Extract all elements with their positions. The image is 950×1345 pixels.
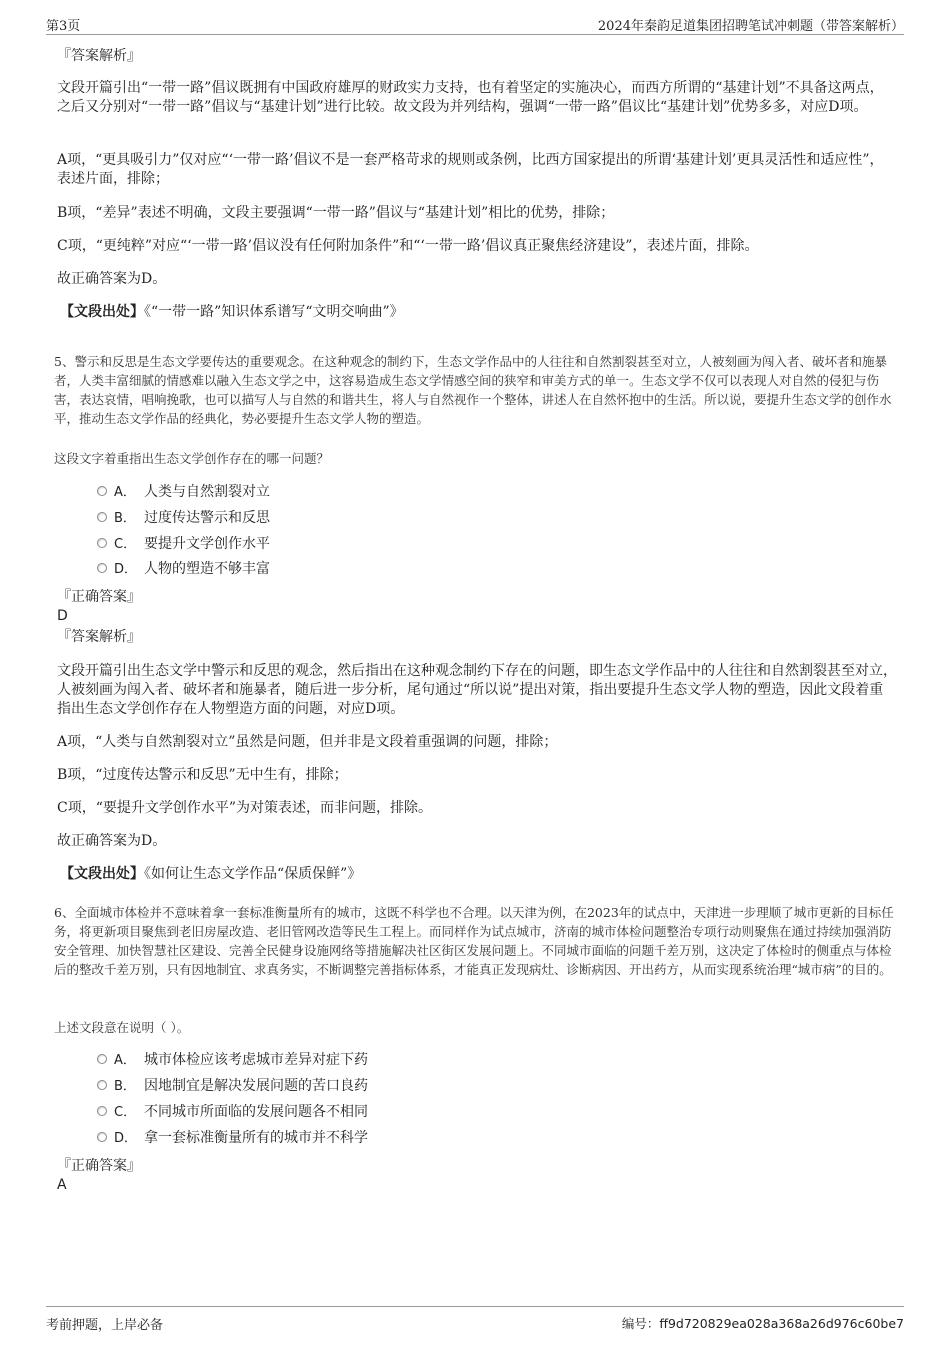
document-title: 2024年秦韵足道集团招聘笔试冲刺题（带答案解析）	[597, 19, 904, 34]
q5-source-label: 【文段出处】	[60, 866, 144, 882]
q4-source-label: 【文段出处】	[60, 304, 144, 320]
q5-option-b-text: 过度传达警示和反思	[144, 510, 270, 526]
q5-option-b-note: B项，“过度传达警示和反思”无中生有，排除；	[57, 767, 348, 783]
q4-conclusion: 故正确答案为D。	[57, 271, 167, 287]
q5-answer: D	[57, 608, 68, 624]
q6-option-c-text: 不同城市所面临的发展问题各不相同	[144, 1104, 368, 1120]
page-footer	[46, 1306, 904, 1331]
q6-option-b-text: 因地制宜是解决发展问题的苦口良药	[144, 1078, 368, 1094]
q6-text: 6、全面城市体检并不意味着拿一套标准衡量所有的城市，这既不科学也不合理。以天津为例，在2023年的试点中，天津进一步理顺了城市更新的目标任务，将更新项目聚焦到老旧房屋改造、老旧管网改造等民生工程上。而同样作为试点城市，济南的城市体检问题整治专项行动则聚焦在通过持续加强消防安全管理、加快智慧社区建设、完善全民健身设施网络等措施解决社区街区发展问题上。不同城市面临的问题千差万别，这决定了体检时的侧重点与体检后的整改千差万别，只有因地制宜、求真务实，不断调整完善指标体系，才能真正发现病灶、诊断病因、开出药方，从而实现系统治理“城市病”的目的。	[54, 905, 894, 977]
document-code: 编号：ff9d720829ea028a368a26d976c60be7	[621, 1316, 904, 1331]
q5-option-d-text: 人物的塑造不够丰富	[144, 561, 270, 577]
q4-analysis-text: 文段开篇引出“一带一路”倡议既拥有中国政府雄厚的财政实力支持，也有着坚定的实施决心，而西方所谓的“基建计划”不具备这两点，之后又分别对“一带一路”倡议与“基建计划”进行比较。故文段为并列结构，强调“一带一路”倡议比“基建计划”优势多多，对应D项。	[57, 80, 884, 115]
q5-analysis-text: 文段开篇引出生态文学中警示和反思的观念，然后指出在这种观念制约下存在的问题，即生态文学作品中的人往往和自然割裂甚至对立，人被刻画为闯入者、破坏者和施暴者，随后进一步分析，尾句通过“所以说”提出对策，指出要提升生态文学人物的塑造，因此文段着重指出生态文学创作存在人物塑造方面的问题，对应D项。	[57, 663, 897, 717]
q5-text: 5、警示和反思是生态文学要传达的重要观念。在这种观念的制约下，生态文学作品中的人往往和自然割裂甚至对立，人被刻画为闯入者、破坏者和施暴者，人类丰富细腻的情感难以融入生态文学之中，这容易造成生态文学情感空间的狭窄和审美方式的单一。生态文学不仅可以表现人对自然的侵犯与伤害，表达哀情，唱响挽歌，也可以描写人与自然的和谐共生，将人与自然视作一个整体，讲述人在自然怀抱中的生活。所以说，要提升生态文学的创作水平，推动生态文学作品的经典化，势必要提升生态文学人物的塑造。	[54, 354, 892, 426]
q5-conclusion: 故正确答案为D。	[57, 833, 167, 849]
radio-icon[interactable]	[97, 512, 107, 522]
page-number: 第3页	[46, 19, 81, 34]
q5-option-c-letter: C．	[114, 537, 137, 552]
q6-option-b[interactable]	[97, 1076, 368, 1096]
q5-option-b-letter: B．	[114, 511, 136, 526]
q5-option-c[interactable]	[97, 534, 270, 554]
q6-answer-label: 『正确答案』	[57, 1158, 141, 1174]
q5-option-a-letter: A．	[114, 485, 136, 500]
q5-option-a-note: A项，“人类与自然割裂对立”虽然是问题，但并非是文段着重强调的问题，排除；	[57, 734, 558, 750]
q5-source-title: 《如何让生态文学作品“保质保鲜”》	[144, 866, 362, 882]
q5-stem: 这段文字着重指出生态文学创作存在的哪一问题？	[54, 451, 330, 466]
radio-icon[interactable]	[97, 486, 107, 496]
q4-option-c-note: C项，“更纯粹”对应“‘一带一路’倡议没有任何附加条件”和“‘一带一路’倡议真正聚焦经济建设”，表述片面，排除。	[57, 238, 759, 254]
q5-option-d-letter: D．	[114, 562, 138, 577]
radio-icon[interactable]	[97, 1106, 107, 1116]
q5-source	[60, 865, 900, 884]
radio-icon[interactable]	[97, 1054, 107, 1064]
q5-option-b[interactable]	[97, 508, 270, 528]
q6-option-a[interactable]	[97, 1050, 368, 1070]
q6-option-c[interactable]	[97, 1102, 368, 1122]
q4-analysis-label: 『答案解析』	[57, 48, 141, 64]
radio-icon[interactable]	[97, 538, 107, 548]
q5-option-c-text: 要提升文学创作水平	[144, 536, 270, 552]
q4-source	[60, 303, 900, 322]
q5-analysis-label: 『答案解析』	[57, 629, 141, 645]
q5-option-d[interactable]	[97, 559, 270, 579]
q4-option-b-note: B项，“差异”表述不明确，文段主要强调“一带一路”倡议与“基建计划”相比的优势，排除；	[57, 205, 615, 221]
q6-stem: 上述文段意在说明（ ）。	[54, 1020, 190, 1035]
q5-option-a[interactable]	[97, 482, 270, 502]
q5-option-a-text: 人类与自然割裂对立	[144, 484, 270, 500]
radio-icon[interactable]	[97, 1080, 107, 1090]
q6-option-a-letter: A．	[114, 1053, 136, 1068]
q5-answer-label: 『正确答案』	[57, 589, 141, 605]
footer-slogan: 考前押题，上岸必备	[46, 1318, 164, 1333]
q6-answer: A	[57, 1177, 67, 1193]
q6-option-c-letter: C．	[114, 1105, 137, 1120]
radio-icon[interactable]	[97, 563, 107, 573]
q6-option-d-text: 拿一套标准衡量所有的城市并不科学	[144, 1130, 368, 1146]
page-header	[46, 12, 904, 35]
q6-option-d[interactable]	[97, 1128, 368, 1148]
q6-option-a-text: 城市体检应该考虑城市差异对症下药	[144, 1052, 368, 1068]
q4-source-title: 《“一带一路”知识体系谱写“文明交响曲”》	[144, 304, 404, 320]
radio-icon[interactable]	[97, 1132, 107, 1142]
q5-option-c-note: C项，“要提升文学创作水平”为对策表述，而非问题，排除。	[57, 800, 433, 816]
q6-option-b-letter: B．	[114, 1079, 136, 1094]
q4-option-a-note: A项，“更具吸引力”仅对应“‘一带一路’倡议不是一套严格苛求的规则或条例，比西方国家提出的所谓‘基建计划’更具灵活性和适应性”，表述片面，排除；	[57, 152, 884, 187]
q6-option-d-letter: D．	[114, 1131, 138, 1146]
